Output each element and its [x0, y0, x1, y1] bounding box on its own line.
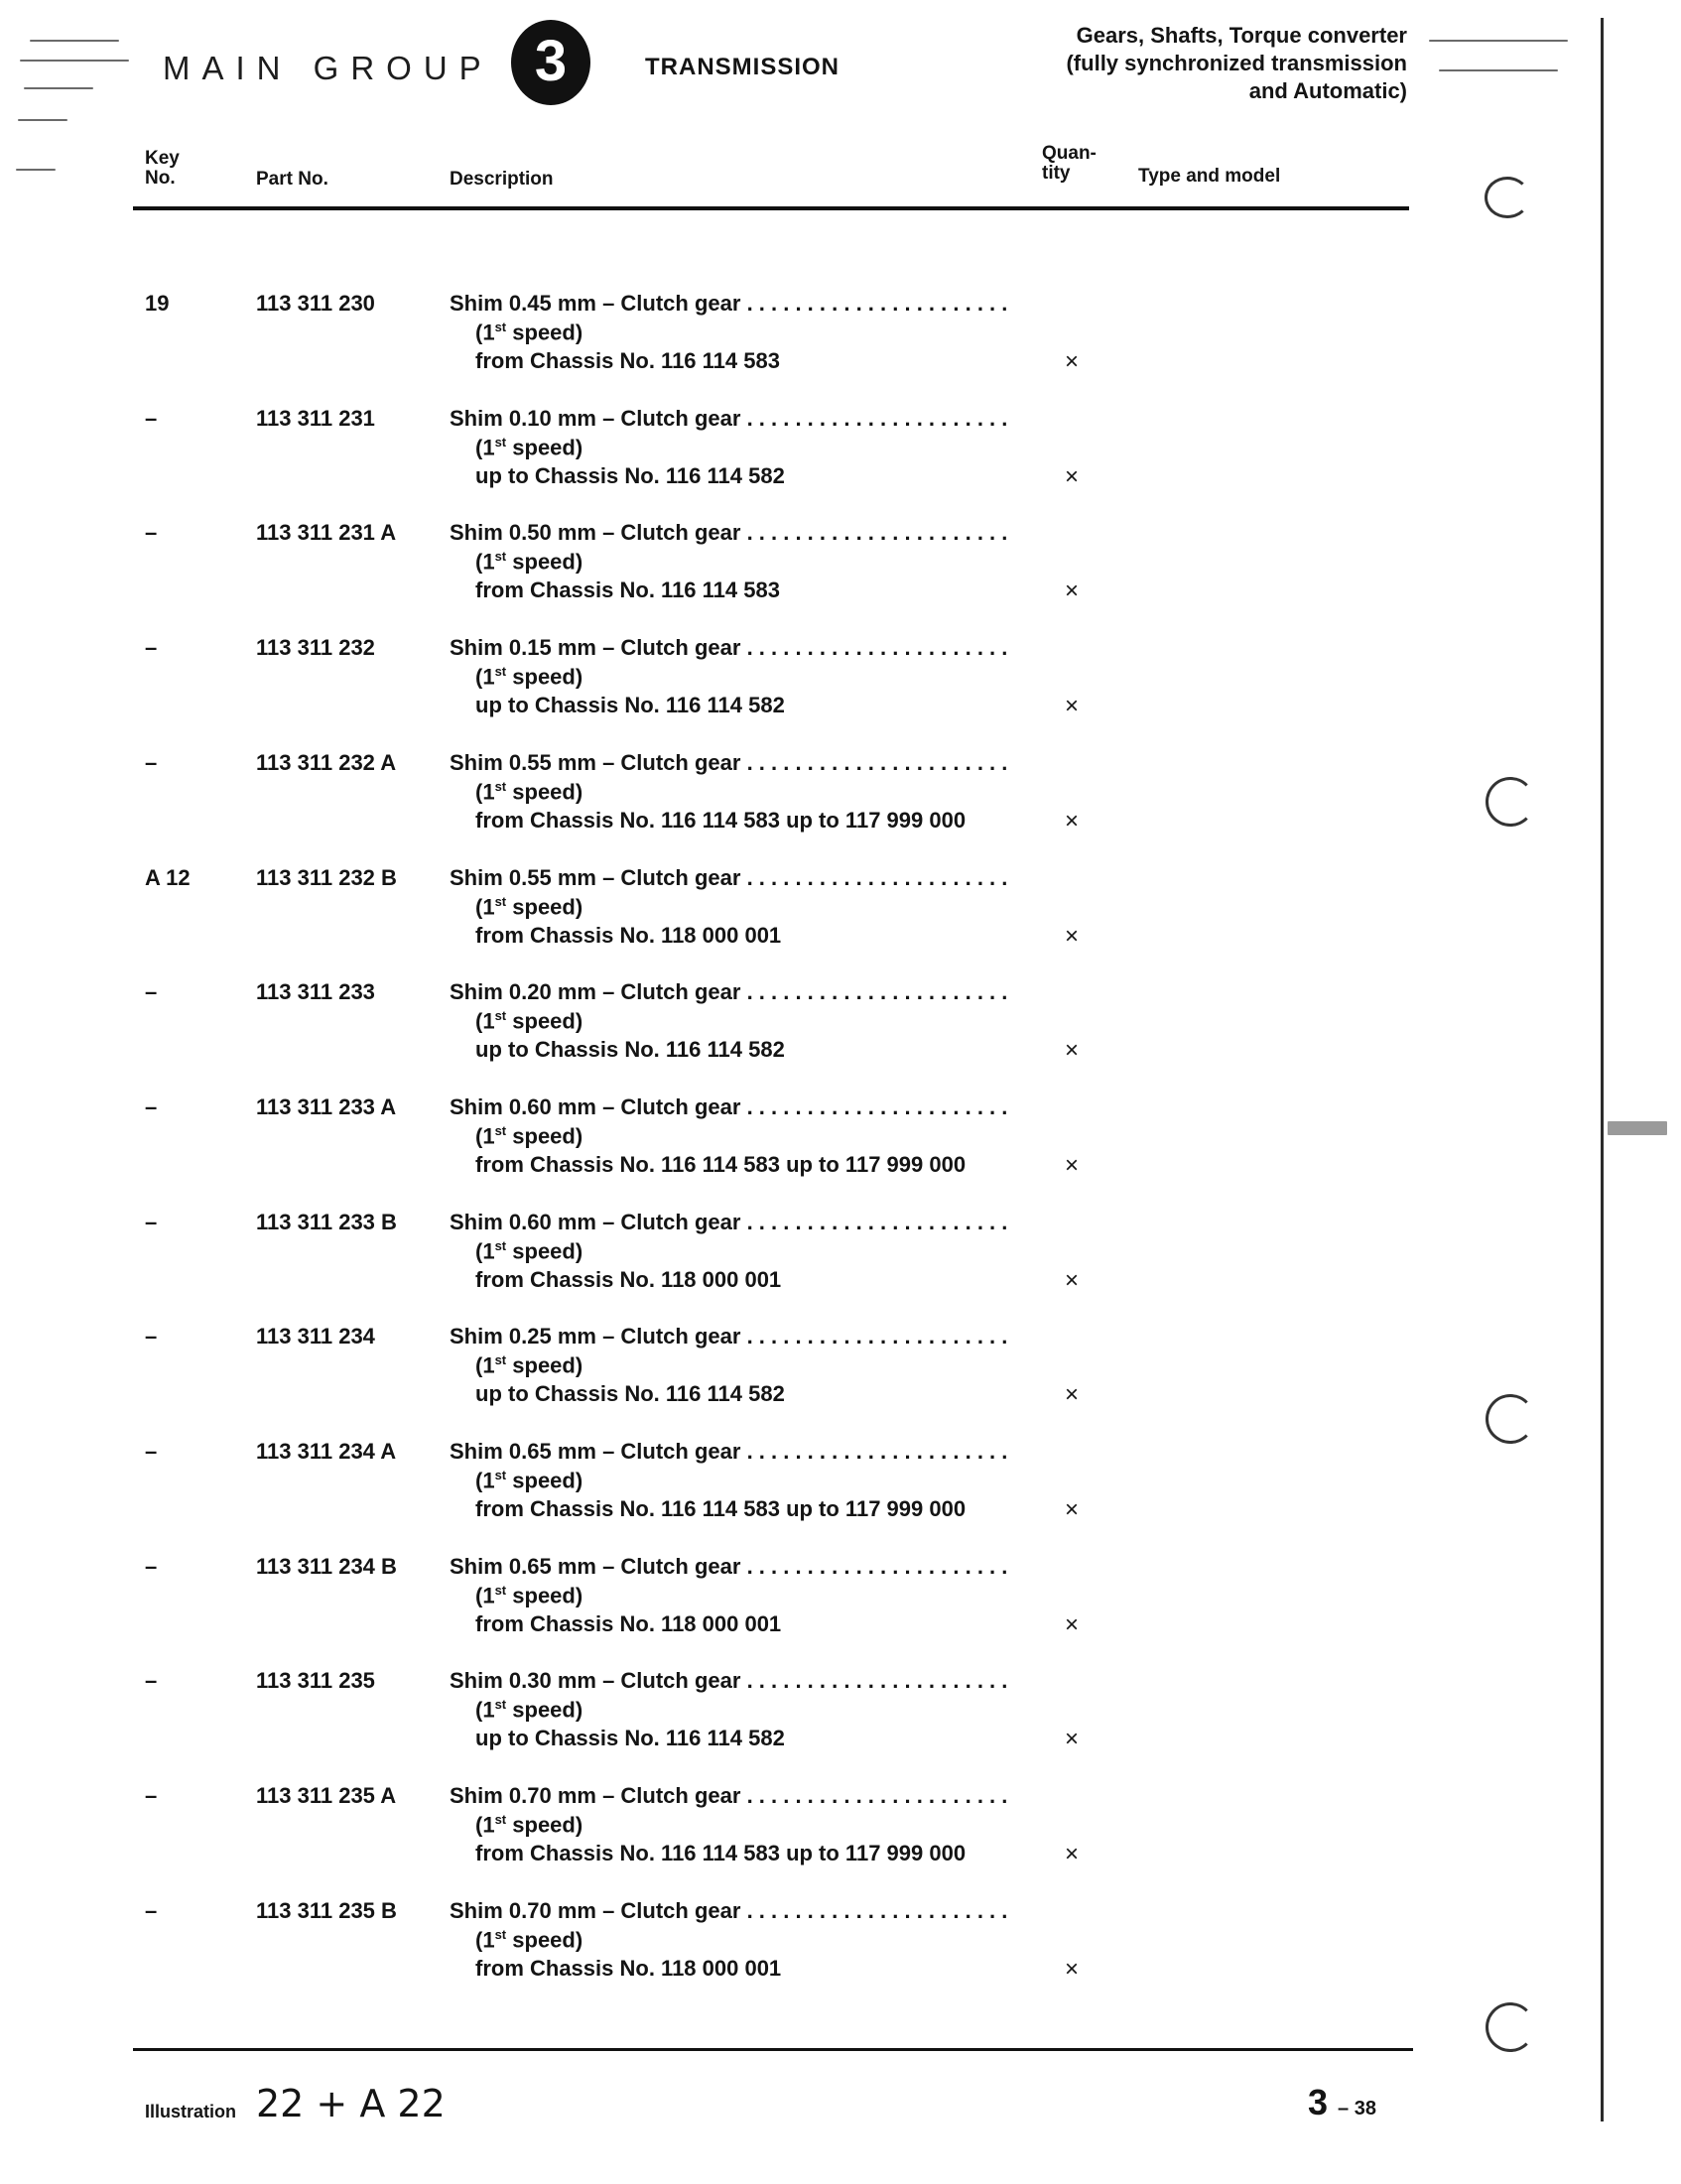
key-number: – [145, 750, 158, 775]
leader-dots: . . . . . . . . . . . . . . . . . . . . . . [746, 406, 1008, 431]
speed-word: speed) [512, 1352, 583, 1378]
speed-note: (1st speed) [475, 1697, 583, 1723]
leader-dots: . . . . . . . . . . . . . . . . . . . . . . [746, 520, 1008, 545]
speed-number: 1 [482, 435, 495, 460]
group-number-badge [511, 20, 590, 105]
column-header-quantity-line: tity [1042, 163, 1071, 184]
description-text: Shim 0.70 mm – Clutch gear [450, 1898, 741, 1923]
table-row [0, 1439, 1681, 1543]
chassis-range: from Chassis No. 116 114 583 [475, 578, 780, 602]
speed-word: speed) [512, 1812, 583, 1838]
description-text: Shim 0.15 mm – Clutch gear [450, 635, 741, 660]
speed-number: 1 [482, 549, 495, 575]
speed-word: speed) [512, 549, 583, 575]
key-number: – [145, 635, 158, 660]
description [450, 635, 1025, 661]
description [450, 1783, 1025, 1809]
quantity-mark: × [1065, 1841, 1080, 1867]
speed-number: 1 [482, 1583, 495, 1608]
key-number: – [145, 1094, 158, 1119]
description-text: Shim 0.10 mm – Clutch gear [450, 406, 741, 431]
leader-dots: . . . . . . . . . . . . . . . . . . . . . . [746, 1094, 1008, 1119]
subtitle-line: Gears, Shafts, Torque converter [1076, 23, 1407, 48]
description-text: Shim 0.55 mm – Clutch gear [450, 865, 741, 890]
table-row [0, 1668, 1681, 1772]
illustration-number: 22 + A 22 [256, 2082, 446, 2125]
description [450, 1554, 1025, 1580]
description-text: Shim 0.25 mm – Clutch gear [450, 1324, 741, 1349]
speed-note: (1st speed) [475, 779, 583, 805]
speed-note: (1st speed) [475, 1352, 583, 1378]
part-number: 113 311 232 A [256, 750, 397, 775]
speed-ordinal: st [494, 1812, 507, 1827]
speed-number: 1 [482, 779, 495, 805]
speed-ordinal: st [494, 549, 507, 564]
speed-number: 1 [482, 1352, 495, 1378]
speed-ordinal: st [494, 1697, 507, 1712]
binder-hole-mark [1486, 1394, 1535, 1444]
chassis-range: from Chassis No. 118 000 001 [475, 1956, 782, 1981]
chassis-range: up to Chassis No. 116 114 582 [475, 1726, 785, 1750]
speed-number: 1 [482, 1008, 495, 1034]
leader-dots: . . . . . . . . . . . . . . . . . . . . . . [746, 865, 1008, 890]
speed-number: 1 [482, 1812, 495, 1838]
table-row [0, 291, 1681, 395]
column-header-key-line: No. [145, 168, 176, 189]
quantity-mark: × [1065, 808, 1080, 835]
binder-hole-mark [1486, 2002, 1535, 2052]
part-number: 113 311 234 [256, 1324, 375, 1349]
page-edge-line [1601, 18, 1604, 2121]
table-row [0, 406, 1681, 510]
quantity-mark: × [1065, 348, 1080, 375]
quantity-mark: × [1065, 1152, 1080, 1179]
speed-note: (1st speed) [475, 1008, 583, 1034]
column-header-key [145, 149, 180, 189]
leader-dots: . . . . . . . . . . . . . . . . . . . . . . [746, 635, 1008, 660]
speed-number: 1 [482, 1697, 495, 1723]
scan-noise [24, 87, 93, 89]
speed-word: speed) [512, 1697, 583, 1723]
description [450, 1210, 1025, 1235]
speed-ordinal: st [494, 664, 507, 679]
speed-note: (1st speed) [475, 1583, 583, 1608]
chassis-range: from Chassis No. 116 114 583 [475, 348, 780, 373]
speed-note: (1st speed) [475, 320, 583, 345]
key-number: – [145, 1554, 158, 1579]
part-number: 113 311 235 B [256, 1898, 397, 1923]
speed-word: speed) [512, 435, 583, 460]
part-number: 113 311 232 B [256, 865, 397, 890]
column-header-type: Type and model [1138, 166, 1281, 187]
chassis-range: up to Chassis No. 116 114 582 [475, 693, 785, 717]
leader-dots: . . . . . . . . . . . . . . . . . . . . . . [746, 1210, 1008, 1234]
leader-dots: . . . . . . . . . . . . . . . . . . . . . . [746, 1783, 1008, 1808]
subtitle-line: and Automatic) [1248, 78, 1407, 103]
speed-word: speed) [512, 779, 583, 805]
leader-dots: . . . . . . . . . . . . . . . . . . . . . . [746, 1554, 1008, 1579]
quantity-mark: × [1065, 1726, 1080, 1752]
table-row [0, 979, 1681, 1084]
page-number-sub: – 38 [1338, 2098, 1376, 2120]
key-number: – [145, 1898, 158, 1923]
table-row [0, 1324, 1681, 1428]
leader-dots: . . . . . . . . . . . . . . . . . . . . . . [746, 291, 1008, 316]
page-number [1308, 2082, 1376, 2123]
description-text: Shim 0.45 mm – Clutch gear [450, 291, 741, 316]
speed-ordinal: st [494, 435, 507, 450]
speed-number: 1 [482, 664, 495, 690]
description [450, 1439, 1025, 1465]
key-number: – [145, 520, 158, 545]
section-title: TRANSMISSION [645, 54, 840, 80]
part-number: 113 311 235 [256, 1668, 375, 1693]
chassis-range: from Chassis No. 116 114 583 up to 117 999 000 [475, 1152, 967, 1177]
speed-ordinal: st [494, 1123, 507, 1138]
speed-ordinal: st [494, 1352, 507, 1367]
key-number: – [145, 1324, 158, 1349]
part-number: 113 311 230 [256, 291, 375, 316]
scan-noise [1429, 40, 1568, 42]
quantity-mark: × [1065, 1267, 1080, 1294]
speed-ordinal: st [494, 779, 507, 794]
speed-ordinal: st [494, 1927, 507, 1942]
leader-dots: . . . . . . . . . . . . . . . . . . . . . . [746, 1898, 1008, 1923]
part-number: 113 311 233 A [256, 1094, 397, 1119]
main-group-title: MAIN GROUP [163, 50, 493, 86]
chassis-range: from Chassis No. 118 000 001 [475, 923, 782, 948]
description [450, 291, 1025, 317]
part-number: 113 311 232 [256, 635, 375, 660]
part-number: 113 311 234 A [256, 1439, 397, 1464]
description-text: Shim 0.60 mm – Clutch gear [450, 1210, 741, 1234]
speed-ordinal: st [494, 320, 507, 334]
description-text: Shim 0.65 mm – Clutch gear [450, 1554, 741, 1579]
column-header-part: Part No. [256, 169, 328, 190]
page-number-main: 3 [1308, 2082, 1329, 2122]
group-number: 3 [534, 29, 568, 93]
speed-ordinal: st [494, 1008, 507, 1023]
quantity-mark: × [1065, 578, 1080, 604]
quantity-mark: × [1065, 1037, 1080, 1064]
scan-noise [16, 169, 56, 171]
description [450, 1898, 1025, 1924]
speed-note: (1st speed) [475, 664, 583, 690]
speed-word: speed) [512, 894, 583, 920]
subtitle-line: (fully synchronized transmission [1066, 51, 1407, 75]
key-number: – [145, 979, 158, 1004]
speed-number: 1 [482, 1238, 495, 1264]
section-subtitle [1066, 22, 1407, 105]
speed-ordinal: st [494, 1468, 507, 1482]
chassis-range: from Chassis No. 116 114 583 up to 117 999 000 [475, 1841, 967, 1865]
binder-hole-mark [1485, 177, 1530, 218]
leader-dots: . . . . . . . . . . . . . . . . . . . . . . [746, 750, 1008, 775]
chassis-range: up to Chassis No. 116 114 582 [475, 463, 785, 488]
part-number: 113 311 231 A [256, 520, 397, 545]
leader-dots: . . . . . . . . . . . . . . . . . . . . . . [746, 1324, 1008, 1349]
part-number: 113 311 233 [256, 979, 375, 1004]
quantity-mark: × [1065, 923, 1080, 950]
quantity-mark: × [1065, 1611, 1080, 1638]
description-text: Shim 0.55 mm – Clutch gear [450, 750, 741, 775]
chassis-range: from Chassis No. 116 114 583 up to 117 999 000 [475, 808, 967, 833]
key-number: A 12 [145, 865, 191, 890]
leader-dots: . . . . . . . . . . . . . . . . . . . . . . [746, 979, 1008, 1004]
speed-number: 1 [482, 1123, 495, 1149]
chassis-range: from Chassis No. 118 000 001 [475, 1267, 782, 1292]
speed-note: (1st speed) [475, 894, 583, 920]
table-row [0, 635, 1681, 739]
part-number: 113 311 233 B [256, 1210, 397, 1234]
description [450, 750, 1025, 776]
key-number: – [145, 1668, 158, 1693]
leader-dots: . . . . . . . . . . . . . . . . . . . . . . [746, 1439, 1008, 1464]
column-header-quantity [1042, 144, 1097, 184]
description-text: Shim 0.70 mm – Clutch gear [450, 1783, 741, 1808]
table-row [0, 1783, 1681, 1887]
key-number: 19 [145, 291, 170, 316]
key-number: – [145, 1210, 158, 1234]
speed-number: 1 [482, 894, 495, 920]
part-number: 113 311 235 A [256, 1783, 397, 1808]
speed-word: speed) [512, 1927, 583, 1953]
header-rule [133, 206, 1409, 210]
quantity-mark: × [1065, 1381, 1080, 1408]
description [450, 1094, 1025, 1120]
speed-word: speed) [512, 1123, 583, 1149]
speed-note: (1st speed) [475, 1812, 583, 1838]
speed-word: speed) [512, 664, 583, 690]
description [450, 406, 1025, 432]
quantity-mark: × [1065, 1956, 1080, 1983]
scan-noise [30, 40, 119, 42]
table-row [0, 520, 1681, 624]
speed-word: speed) [512, 320, 583, 345]
description [450, 979, 1025, 1005]
column-header-description: Description [450, 169, 554, 190]
speed-number: 1 [482, 320, 495, 345]
table-row [0, 1210, 1681, 1314]
scan-noise [1608, 1121, 1667, 1135]
binder-hole-mark [1486, 777, 1535, 827]
quantity-mark: × [1065, 693, 1080, 719]
description [450, 520, 1025, 546]
speed-word: speed) [512, 1008, 583, 1034]
key-number: – [145, 1439, 158, 1464]
table-row [0, 865, 1681, 969]
quantity-mark: × [1065, 1496, 1080, 1523]
speed-note: (1st speed) [475, 1468, 583, 1493]
chassis-range: from Chassis No. 116 114 583 up to 117 999 000 [475, 1496, 967, 1521]
description-text: Shim 0.30 mm – Clutch gear [450, 1668, 741, 1693]
leader-dots: . . . . . . . . . . . . . . . . . . . . . . [746, 1668, 1008, 1693]
speed-note: (1st speed) [475, 1238, 583, 1264]
scan-noise [18, 119, 67, 121]
table-row [0, 750, 1681, 854]
chassis-range: up to Chassis No. 116 114 582 [475, 1381, 785, 1406]
speed-note: (1st speed) [475, 549, 583, 575]
description-text: Shim 0.20 mm – Clutch gear [450, 979, 741, 1004]
speed-ordinal: st [494, 894, 507, 909]
key-number: – [145, 406, 158, 431]
table-row [0, 1898, 1681, 2002]
illustration-label: Illustration [145, 2102, 237, 2121]
key-number: – [145, 1783, 158, 1808]
speed-note: (1st speed) [475, 435, 583, 460]
scan-noise [20, 60, 129, 62]
part-number: 113 311 231 [256, 406, 375, 431]
scan-noise [1439, 69, 1558, 71]
footer-rule [133, 2048, 1413, 2051]
description [450, 1324, 1025, 1349]
description-text: Shim 0.60 mm – Clutch gear [450, 1094, 741, 1119]
speed-note: (1st speed) [475, 1123, 583, 1149]
description [450, 1668, 1025, 1694]
description [450, 865, 1025, 891]
speed-number: 1 [482, 1468, 495, 1493]
description-text: Shim 0.50 mm – Clutch gear [450, 520, 741, 545]
chassis-range: from Chassis No. 118 000 001 [475, 1611, 782, 1636]
part-number: 113 311 234 B [256, 1554, 397, 1579]
column-header-key-line: Key [145, 148, 180, 169]
speed-word: speed) [512, 1468, 583, 1493]
speed-ordinal: st [494, 1583, 507, 1598]
quantity-mark: × [1065, 463, 1080, 490]
speed-ordinal: st [494, 1238, 507, 1253]
table-row [0, 1094, 1681, 1199]
speed-note: (1st speed) [475, 1927, 583, 1953]
column-header-quantity-line: Quan- [1042, 143, 1097, 164]
chassis-range: up to Chassis No. 116 114 582 [475, 1037, 785, 1062]
speed-number: 1 [482, 1927, 495, 1953]
description-text: Shim 0.65 mm – Clutch gear [450, 1439, 741, 1464]
speed-word: speed) [512, 1583, 583, 1608]
speed-word: speed) [512, 1238, 583, 1264]
table-row [0, 1554, 1681, 1658]
